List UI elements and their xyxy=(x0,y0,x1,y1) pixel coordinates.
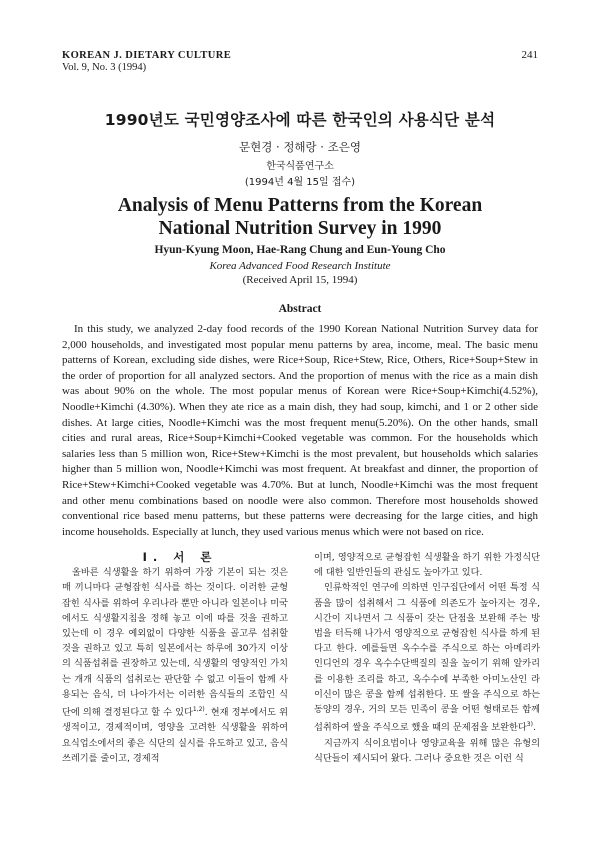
english-received-date: (Received April 15, 1994) xyxy=(242,274,358,286)
intro-paragraph-1-text: 올바른 식생활을 하기 위하여 가장 기본이 되는 것은 매 끼니마다 균형잡힌 식사를 하는 것이다. 이러한 균형잡힌 식사를 위하여 우리나라 뿐만 아니라 일본이나 미국에서도 식생활지침을 정해 놓고 이에 따를 것을 권하고 있는데 이 경우 예외없이 다양한 식품을 골고루 섭취할 것을 권하고 있고 특히 일본에서는 하루에 30가지 이상의 식품섭취를 권장하고 있는데, 식생활의 영양적인 가치는 개개 식품의 섭취로는 판단할 수 없고 이들이 함께 사용되는 음식, 더 나아가서는 이러한 음식들의 조합인 식단에 의해 결정된다고 할 수 있다 xyxy=(62,567,288,719)
korean-received-date: (1994년 4월 15일 접수) xyxy=(244,177,356,188)
korean-authors: 문현경 · 정해랑 · 조은영 xyxy=(239,140,361,154)
intro-paragraph-3: 지금까지 식이요법이나 영양교육을 위해 많은 유형의 식단들이 제시되어 왔다. 그러나 중요한 것은 이런 식 xyxy=(314,737,540,764)
page-number: 241 xyxy=(521,49,538,61)
english-title-line-2: National Nutrition Survey in 1990 xyxy=(158,218,442,239)
body-column-left xyxy=(62,550,288,766)
journal-volume: Vol. 9, No. 3 (1994) xyxy=(62,62,147,73)
english-institute: Korea Advanced Food Research Institute xyxy=(209,260,391,272)
journal-header xyxy=(62,50,231,73)
english-title xyxy=(0,194,600,240)
abstract-heading: Abstract xyxy=(278,303,322,315)
korean-title: 1990년도 국민영양조사에 따른 한국인의 사용식단 분석 xyxy=(104,111,496,129)
intro-paragraph-2-end: . xyxy=(532,722,536,734)
intro-paragraph-2-text: 인류학적인 연구에 의하면 인구집단에서 어떤 특정 식품을 많이 섭취해서 그 식품에 의존도가 높아지는 경우, 시간이 지나면서 그 식품이 갖는 단점을 보완해 주는 방법을 터득해 나가서 영양적으로 균형잡힌 식사를 하게 된다고 한다. 예를들면 옥수수를 주식으로 하는 아메리카 인디언의 경우 옥수수단백질의 질을 높이기 위해 알카리를 이용한 조리를 하고, 옥수수에 부족한 아미노산인 라이신이 많은 콩을 함께 섭취한다. 또 쌀을 주식으로 하는 동양의 경우, 거의 모든 민족이 콩을 어떤 형태로든 함께 섭취하여 쌀을 주식으로 했을 때의 문제점을 보완한다 xyxy=(314,582,540,734)
journal-name: KOREAN J. DIETARY CULTURE xyxy=(62,50,232,61)
intro-paragraph-1-continued: . 현재 정부에서도 위생적이고, 경제적이며, 영양을 고려한 식생활을 위하여 요식업소에서의 좋은 식단의 실시를 유도하고 있고, 음식쓰레기를 줄이고, 경제적 xyxy=(62,707,289,764)
english-authors: Hyun-Kyung Moon, Hae-Rang Chung and Eun-Young Cho xyxy=(154,244,446,256)
intro-paragraph-1 xyxy=(62,565,288,766)
citation-1-2: 1,2) xyxy=(192,706,205,714)
english-title-line-1: Analysis of Menu Patterns from the Korean xyxy=(117,195,483,216)
citation-3: 3) xyxy=(526,721,533,729)
intro-paragraph-2 xyxy=(314,580,540,735)
intro-paragraph-1-end: 이며, 영양적으로 균형잡힌 식생활을 하기 위한 가정식단에 대한 일반인들의 관심도 높아가고 있다. xyxy=(314,552,540,579)
korean-institute: 한국식품연구소 xyxy=(266,161,334,172)
abstract-text: In this study, we analyzed 2-day food records of the 1990 Korean National Nutrition Survey data for 2,000 households, and investigated most popular menu patterns by area, income, meal. The basic menu patterns of Korean, excluding side dishes, were Rice+Soup, Rice+Stew, Rice, Others, Rice+Soup+Stew in the order of proportion for all analyzed sectors. And the proportion of menus with the rice as a main dish was about 90% on the whole. The most popular menus of Korean were Rice+Soup+Kimchi(4.52%), Noodle+Kimchi (4.30%). When they ate rice as a main dish, they had soup, kimchi, and 1 or 2 other side dishes. At large cities, Noodle+Kimchi was the most frequent menu(5.20%). On the other hands, small cities and rural areas, Rice+Soup+Kimchi+Cooked vegetable was common. For the households which salaries less than 5 million won, Rice+Stew+Kimchi is the most prevalent, but households which salaries higher than 5 million won, Noodle+Kimchi was most frequent. At breakfast and dinner, the proportion of Rice+Stew+Kimchi+Cooked vegetable was 4.70%. But at lunch, Noodle+Kimchi was the most frequent and other menu combinations based on noodle were also common. Therefore most households showed conventional rice based menu patterns, but these patterns were decreasing for the large cities, and high income households. Especially at lunch, they used various menus which were not based on rice. xyxy=(62,323,538,538)
body-column-right xyxy=(314,550,540,766)
section-heading-introduction: I. 서 론 xyxy=(142,550,218,564)
